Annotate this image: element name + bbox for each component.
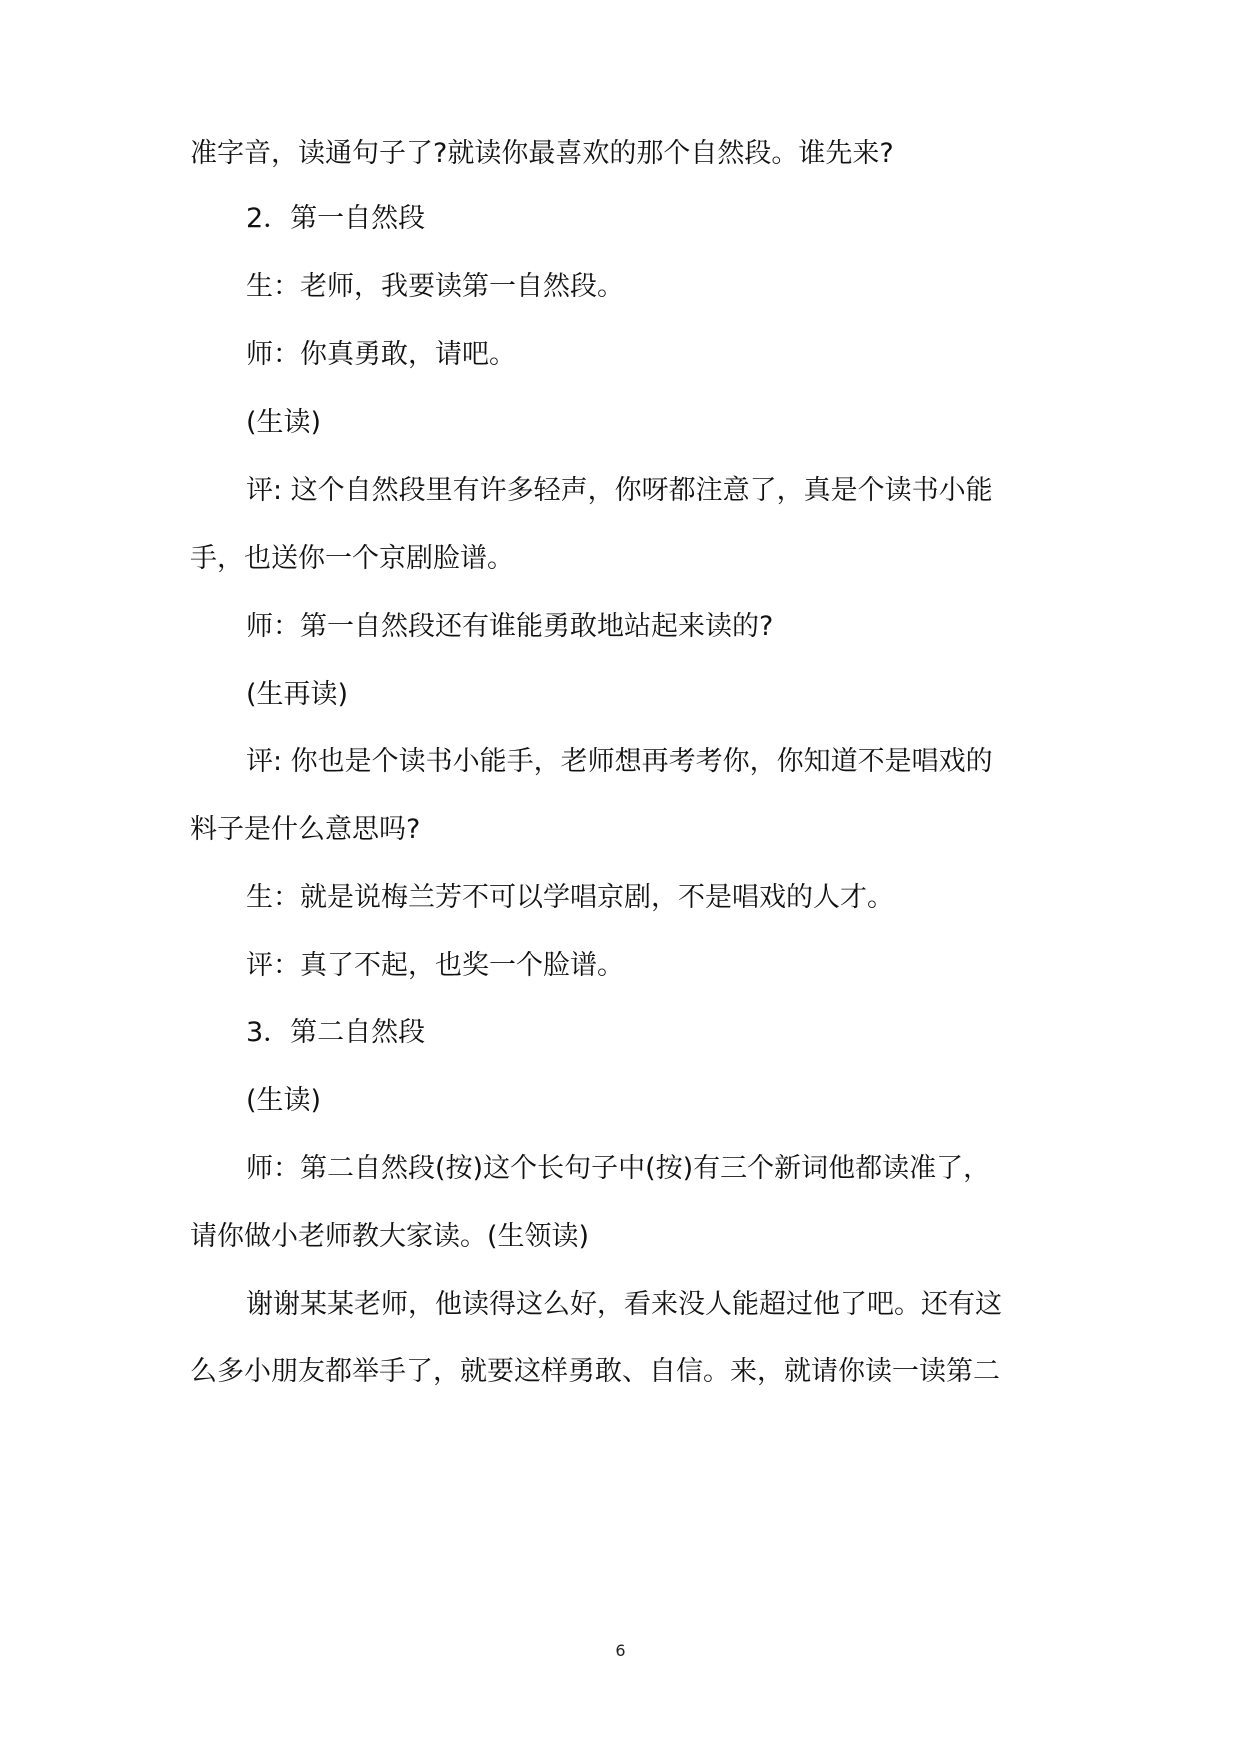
text-line-12: 生：就是说梅兰芳不可以学唱京剧，不是唱戏的人才。	[246, 882, 894, 913]
text-line-5: (生读)	[246, 407, 322, 438]
text-line-7: 手，也送你一个京剧脸谱。	[190, 543, 514, 574]
text-line-9: (生再读)	[246, 679, 349, 710]
page-number: 6	[615, 1641, 626, 1660]
text-line-1: 准字音，读通句子了?就读你最喜欢的那个自然段。谁先来?	[190, 138, 894, 169]
text-line-19: 么多小朋友都举手了，就要这样勇敢、自信。来，就请你读一读第二	[190, 1356, 1000, 1387]
text-line-6: 评: 这个自然段里有许多轻声，你呀都注意了，真是个读书小能	[246, 475, 993, 506]
text-line-8: 师：第一自然段还有谁能勇敢地站起来读的?	[246, 611, 774, 642]
text-line-13: 评：真了不起，也奖一个脸谱。	[246, 950, 624, 981]
text-line-3: 生：老师，我要读第一自然段。	[246, 271, 624, 302]
section-heading-2: 2．第一自然段	[246, 203, 426, 234]
text-line-4: 师：你真勇敢，请吧。	[246, 339, 516, 370]
text-line-11: 料子是什么意思吗?	[190, 814, 421, 845]
text-line-15: (生读)	[246, 1085, 322, 1116]
text-line-18: 谢谢某某老师，他读得这么好，看来没人能超过他了吧。还有这	[246, 1289, 1002, 1320]
text-line-16: 师：第二自然段(按)这个长句子中(按)有三个新词他都读准了，	[246, 1153, 991, 1184]
section-heading-3: 3．第二自然段	[246, 1017, 426, 1048]
text-line-10: 评: 你也是个读书小能手，老师想再考考你，你知道不是唱戏的	[246, 746, 993, 777]
text-line-17: 请你做小老师教大家读。(生领读)	[190, 1221, 590, 1252]
